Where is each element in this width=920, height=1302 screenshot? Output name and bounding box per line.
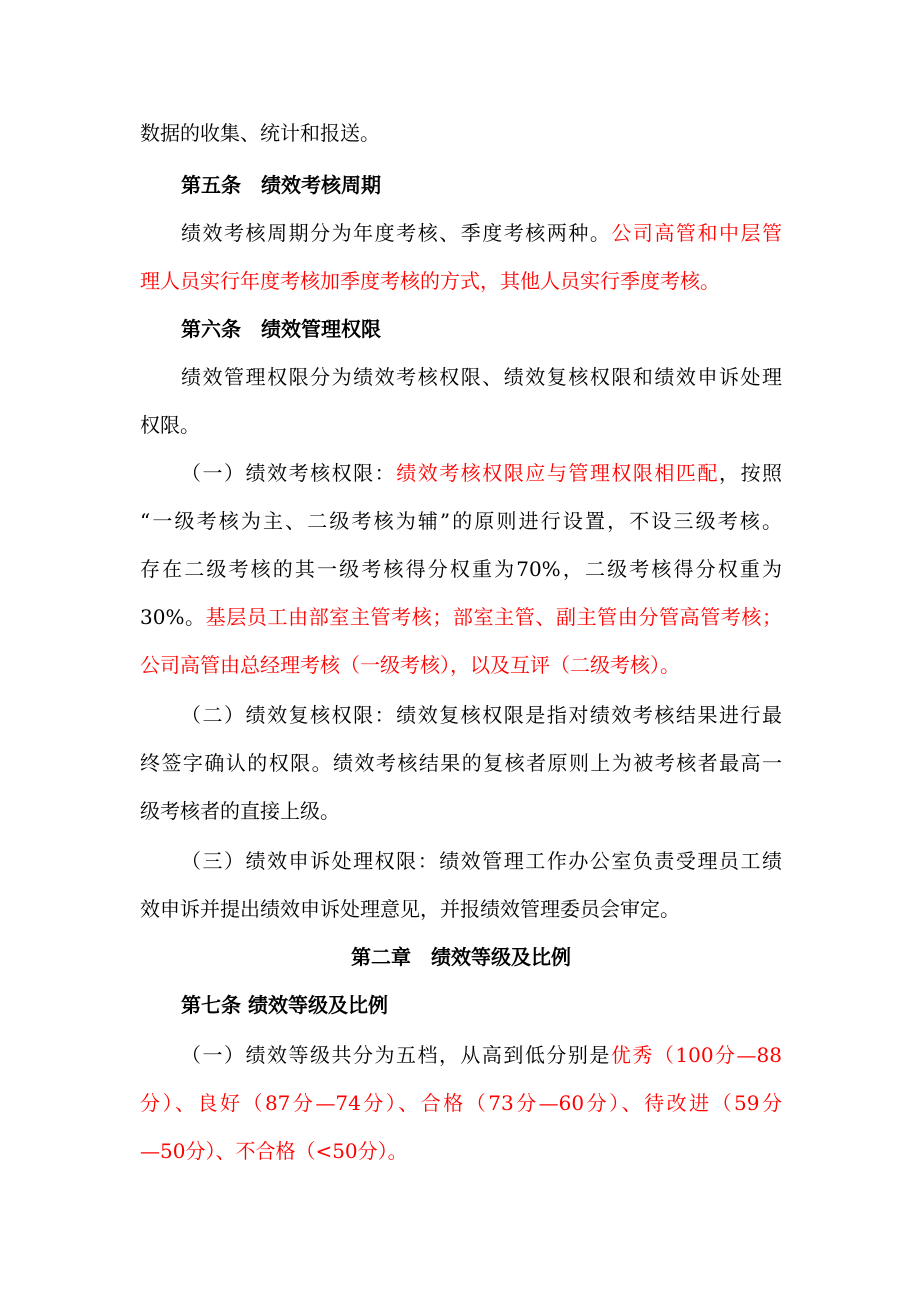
text: 效申诉并提出绩效申诉处理意见，并报绩效管理委员会审定。	[140, 897, 680, 921]
paragraph-line	[181, 218, 782, 248]
highlighted-text: 理人员实行年度考核加季度考核的方式，其他人员实行季度考核。	[140, 269, 720, 293]
paragraph-line	[140, 118, 782, 148]
paragraph-line	[140, 650, 782, 680]
paragraph-line	[140, 894, 782, 924]
paragraph-line	[181, 1040, 782, 1070]
text: 绩效考核周期分为年度考核、季度考核两种。	[181, 221, 612, 245]
text: “一级考核为主、二级考核为辅”的原则进行设置，不设三级考核。	[140, 509, 782, 533]
paragraph-line	[181, 846, 782, 876]
text: 30%。	[140, 605, 206, 629]
highlighted-text: 公司高管和中层管	[611, 221, 783, 245]
highlighted-text: 优秀（100分—88	[610, 1043, 783, 1067]
text: 终签字确认的权限。绩效考核结果的复核者原则上为被考核者最高一	[140, 751, 782, 775]
paragraph-line	[140, 506, 782, 536]
text: 存在二级考核的其一级考核得分权重为70%，二级考核得分权重为	[140, 557, 782, 581]
heading-text: 第五条 绩效考核周期	[181, 173, 381, 197]
text: （一）绩效考核权限：	[181, 461, 397, 485]
paragraph-line	[140, 748, 782, 778]
paragraph-line	[140, 1136, 782, 1166]
paragraph-line	[140, 410, 782, 440]
text: （一）绩效等级共分为五档，从高到低分别是	[181, 1043, 611, 1067]
highlighted-text: 公司高管由总经理考核（一级考核），以及互评（二级考核）。	[140, 653, 680, 677]
text: ，按照	[718, 461, 783, 485]
heading-text: 第七条 绩效等级及比例	[181, 993, 388, 1017]
highlighted-text: —50分）、不合格（<50分）。	[140, 1139, 408, 1163]
article-7-heading	[181, 990, 388, 1020]
highlighted-text: 绩效考核权限应与管理权限相匹配	[396, 461, 719, 485]
paragraph-line	[140, 602, 782, 632]
text: （二）绩效复核权限：绩效复核权限是指对绩效考核结果进行最	[181, 703, 782, 727]
paragraph-line	[181, 458, 782, 488]
paragraph-line	[181, 700, 782, 730]
chapter-2-heading	[140, 942, 782, 972]
highlighted-text: 基层员工由部室主管考核；部室主管、副主管由分管高管考核；	[205, 605, 783, 629]
paragraph-line	[140, 1088, 782, 1118]
paragraph-line	[140, 796, 782, 826]
text: 数据的收集、统计和报送。	[140, 121, 380, 145]
text: 权限。	[140, 413, 200, 437]
text: （三）绩效申诉处理权限：绩效管理工作办公室负责受理员工绩	[181, 849, 782, 873]
paragraph-line	[181, 362, 782, 392]
text: 级考核者的直接上级。	[140, 799, 340, 823]
article-5-heading	[181, 170, 381, 200]
paragraph-line	[140, 266, 782, 296]
heading-text: 第二章 绩效等级及比例	[351, 945, 571, 969]
highlighted-text: 分）、良好（87分—74分）、合格（73分—60分）、待改进（59分	[140, 1091, 782, 1115]
article-6-heading	[181, 314, 381, 344]
heading-text: 第六条 绩效管理权限	[181, 317, 381, 341]
paragraph-line	[140, 554, 782, 584]
text: 绩效管理权限分为绩效考核权限、绩效复核权限和绩效申诉处理	[181, 365, 782, 389]
